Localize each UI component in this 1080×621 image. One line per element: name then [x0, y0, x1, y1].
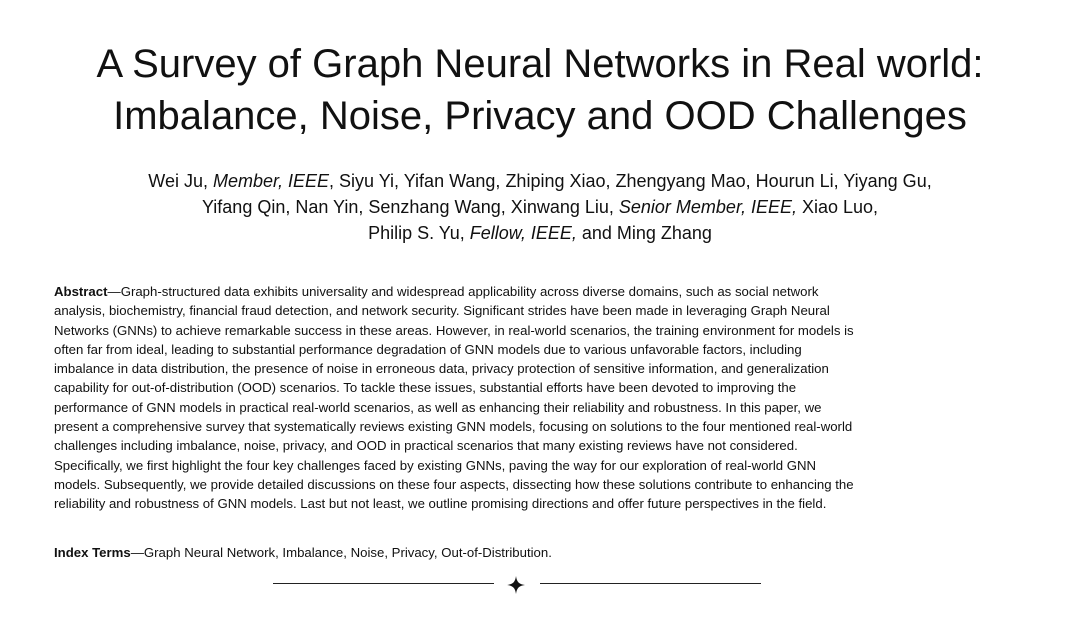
title-line-1: A Survey of Graph Neural Networks in Real world:	[96, 42, 984, 86]
author-text: Xiao Luo,	[796, 197, 879, 217]
author-text: and Ming Zhang	[576, 223, 712, 243]
author-text: Wei Ju,	[148, 171, 213, 191]
author-line-2	[0, 194, 1080, 220]
divider-rule-left	[273, 583, 494, 584]
divider-rule-right	[540, 583, 761, 584]
abstract-line-text: —Graph-structured data exhibits universality and widespread applicability across diverse domains, such as social network	[107, 284, 819, 299]
author-affiliation: Member, IEEE	[212, 171, 330, 191]
section-divider	[0, 572, 1080, 596]
four-point-star-icon	[505, 574, 527, 596]
abstract-line: reliability and robustness of GNN models. Last but not least, we outline promising directions and offer future perspectives in the field.	[54, 496, 827, 512]
paper-title	[0, 38, 1080, 142]
abstract	[54, 282, 989, 514]
abstract-line: challenges including imbalance, noise, privacy, and OOD in practical scenarios that many existing reviews have not considered.	[54, 438, 798, 454]
abstract-line: Specifically, we first highlight the four key challenges faced by existing GNNs, paving the way for our exploration of real-world GNN	[54, 457, 817, 473]
index-terms	[54, 543, 989, 562]
author-affiliation: Fellow, IEEE,	[469, 223, 577, 243]
author-text: Yifang Qin, Nan Yin, Senzhang Wang, Xinwang Liu,	[201, 197, 619, 217]
abstract-line: often far from ideal, leading to substantial performance degradation of GNN models due to various unfavorable factors, including	[54, 341, 802, 357]
abstract-label: Abstract	[54, 284, 108, 299]
abstract-line: Networks (GNNs) to achieve remarkable success in these areas. However, in real-world scenarios, the training environment for models is	[54, 322, 854, 338]
author-line-3	[0, 220, 1080, 246]
abstract-line: models. Subsequently, we provide detailed discussions on these four aspects, dissecting how these solutions contribute to enhancing the	[54, 476, 854, 492]
index-terms-text: —Graph Neural Network, Imbalance, Noise, Privacy, Out-of-Distribution.	[130, 545, 552, 560]
abstract-line: performance of GNN models in practical real-world scenarios, as well as enhancing their reliability and robustness. In this paper, we	[54, 399, 822, 415]
author-text: , Siyu Yi, Yifan Wang, Zhiping Xiao, Zhengyang Mao, Hourun Li, Yiyang Gu,	[329, 171, 932, 191]
index-terms-label: Index Terms	[54, 545, 131, 560]
title-line-2: Imbalance, Noise, Privacy and OOD Challenges	[113, 94, 967, 138]
author-line-1	[0, 168, 1080, 194]
author-affiliation: Senior Member, IEEE,	[618, 197, 797, 217]
author-text: Philip S. Yu,	[368, 223, 470, 243]
abstract-line	[54, 282, 989, 301]
abstract-line: imbalance in data distribution, the presence of noise in erroneous data, privacy protection of sensitive information, and generalization	[54, 361, 829, 377]
author-list	[0, 168, 1080, 246]
abstract-line: capability for out-of-distribution (OOD) scenarios. To tackle these issues, substantial efforts have been devoted to improving the	[54, 380, 797, 396]
abstract-line: analysis, biochemistry, financial fraud detection, and network security. Significant strides have been made in leveraging Graph Neural	[54, 303, 830, 319]
abstract-line: present a comprehensive survey that systematically reviews existing GNN models, focusing on solutions to the four mentioned real-world	[54, 419, 853, 435]
